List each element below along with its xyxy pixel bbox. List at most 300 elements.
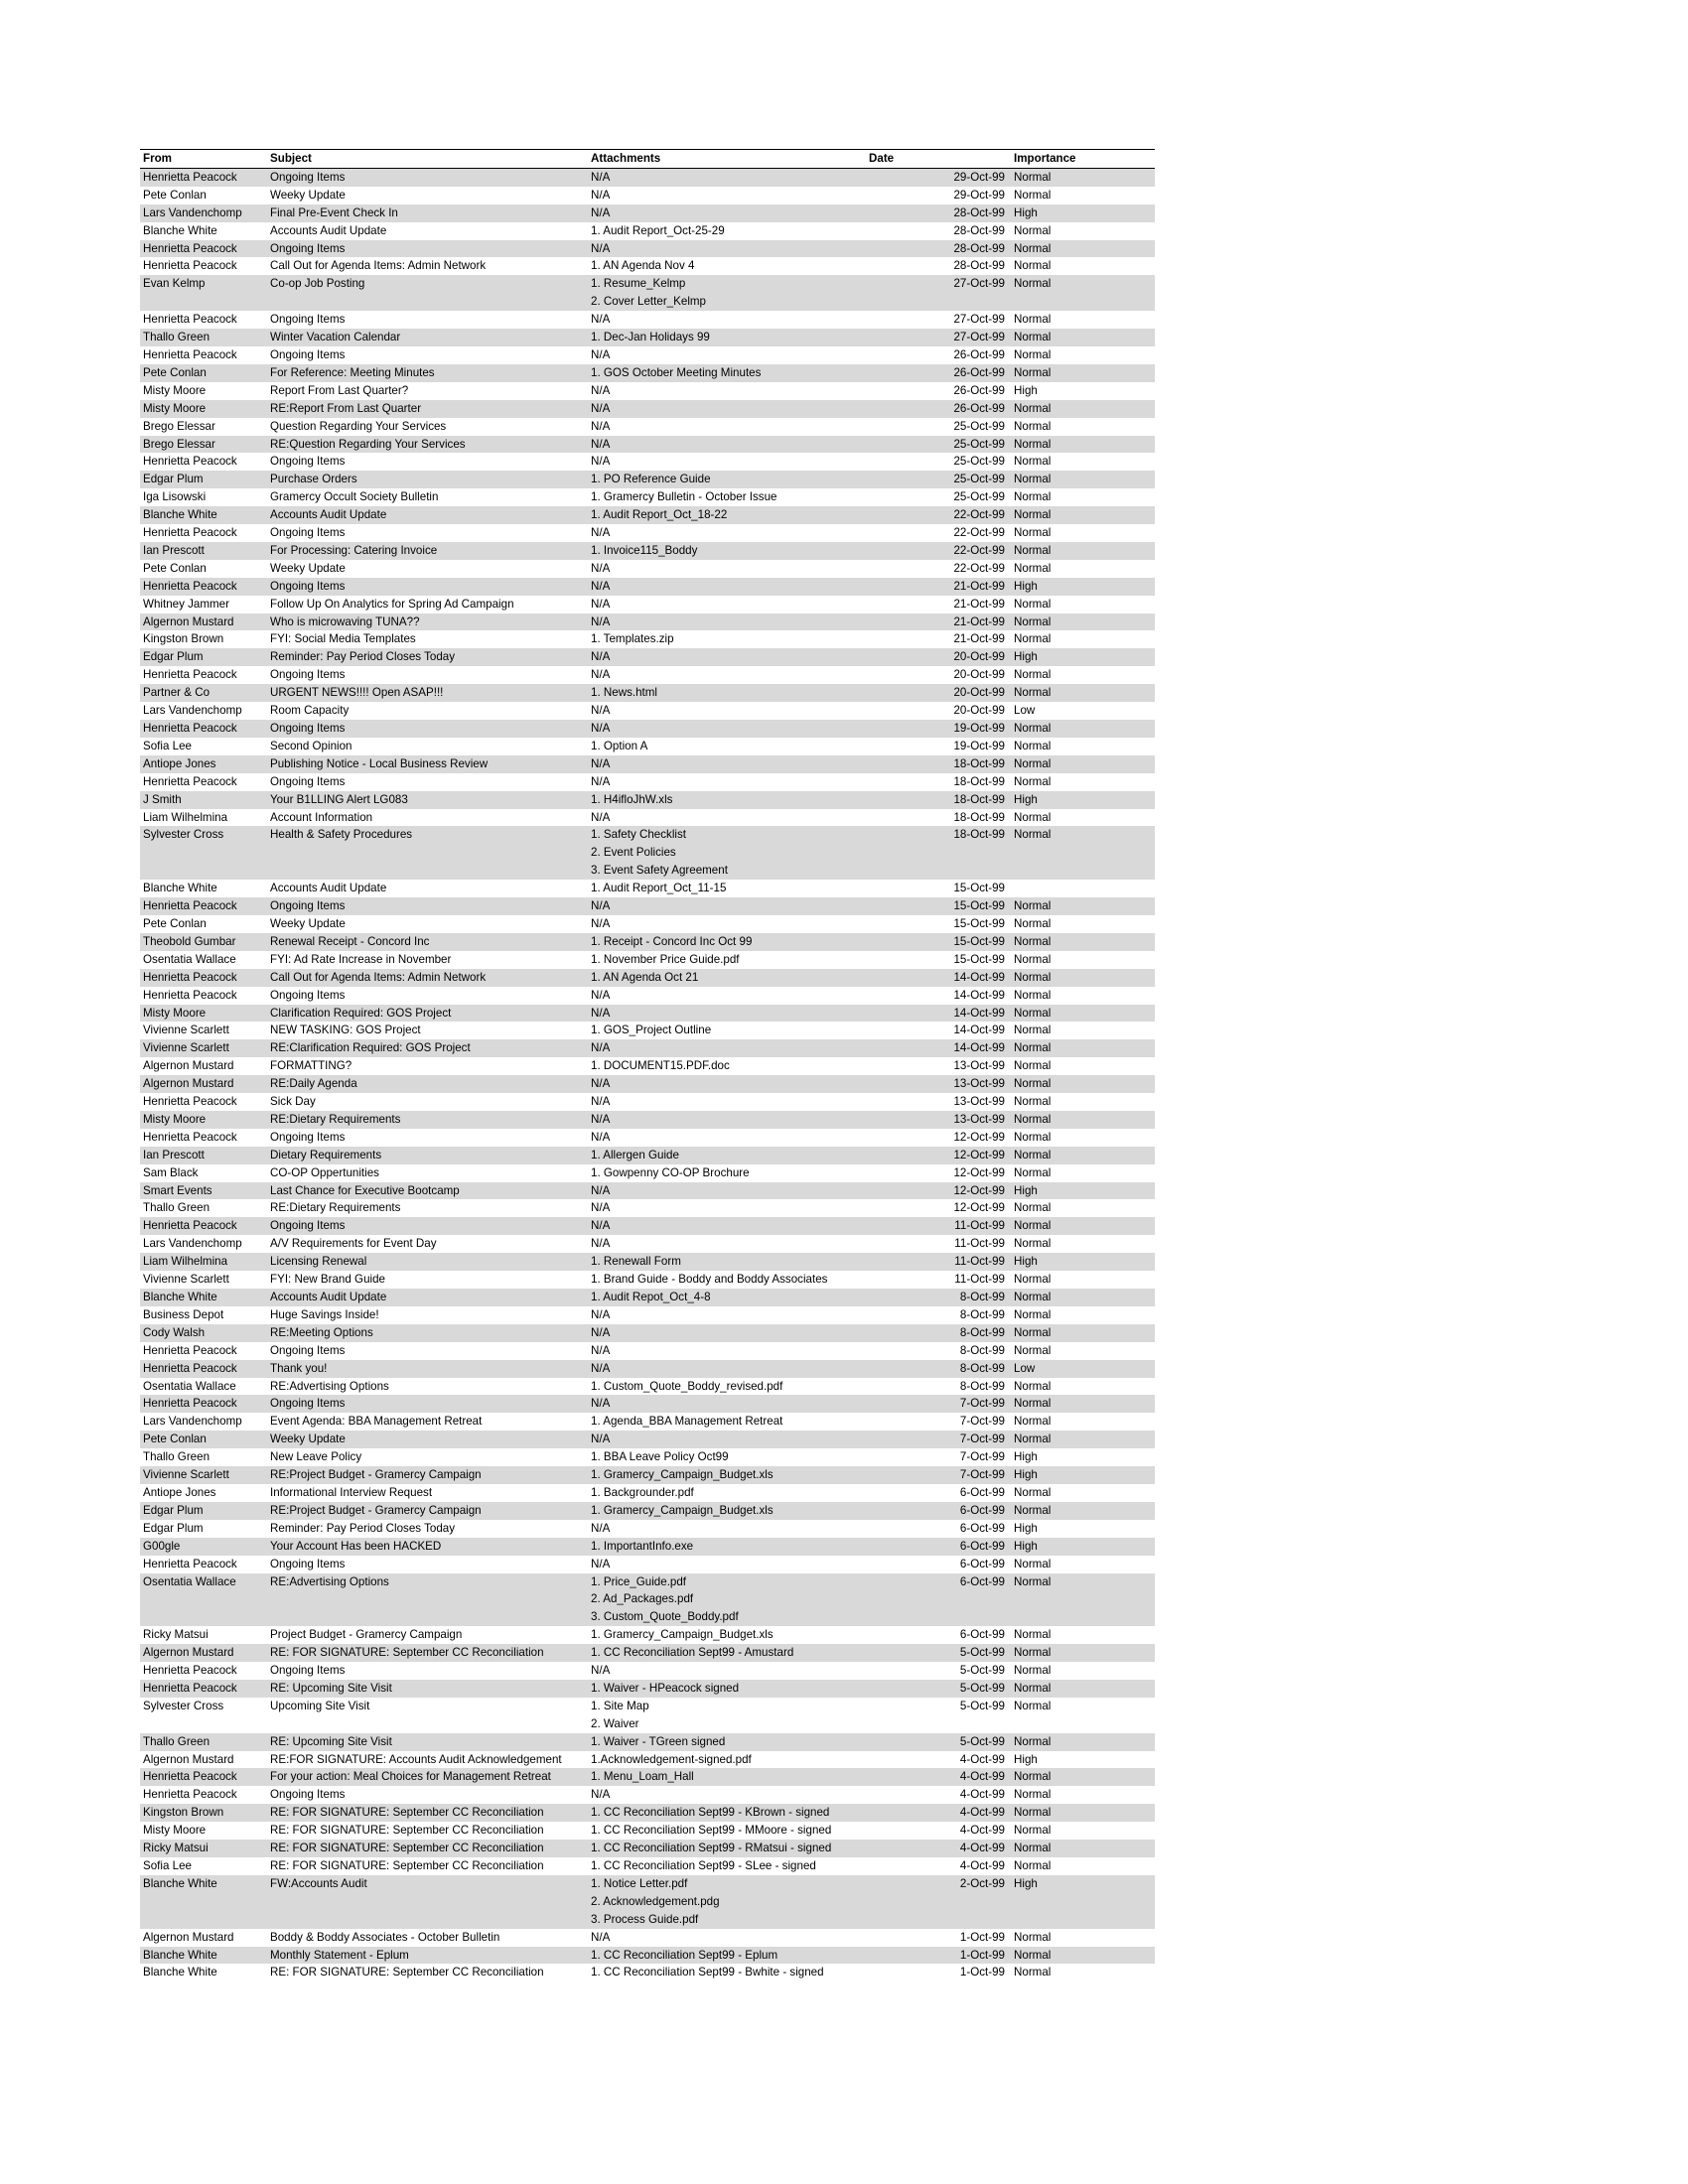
- from-cell: Vivienne Scarlett: [140, 1039, 267, 1057]
- attachment-item: 1. DOCUMENT15.PDF.doc: [591, 1059, 730, 1073]
- subject-cell: FYI: Social Media Templates: [270, 632, 416, 646]
- date-cell: 28-Oct-99: [866, 205, 1011, 222]
- attachment-item: N/A: [591, 526, 611, 540]
- importance-cell: Normal: [1011, 1804, 1155, 1822]
- from-cell: Pete Conlan: [140, 364, 267, 382]
- attachments-cell: [588, 773, 866, 791]
- table-row: [140, 1448, 1155, 1466]
- attachments-cell: [588, 702, 866, 720]
- date-cell: 7-Oct-99: [866, 1466, 1011, 1484]
- subject-cell: Call Out for Agenda Items: Admin Network: [267, 969, 588, 987]
- attachments-cell: [588, 826, 866, 880]
- date-cell: 25-Oct-99: [953, 455, 1005, 469]
- attachment-item: 1. CC Reconciliation Sept99 - Bwhite - signed: [591, 1966, 824, 1979]
- table-row: [140, 418, 1155, 436]
- from-cell: Henrietta Peacock: [140, 1768, 267, 1786]
- from-cell: Algernon Mustard: [143, 1930, 234, 1944]
- attachments-cell: [588, 897, 866, 915]
- attachments-cell: [588, 915, 866, 933]
- subject-cell: Accounts Audit Update: [270, 223, 387, 237]
- attachments-cell: [588, 1573, 866, 1627]
- from-cell: Henrietta Peacock: [140, 1395, 267, 1413]
- importance-cell: High: [1011, 578, 1155, 596]
- attachment-item: N/A: [591, 1219, 611, 1233]
- from-cell: Edgar Plum: [143, 1521, 204, 1535]
- date-cell: 28-Oct-99: [866, 240, 1011, 258]
- date-cell: 11-Oct-99: [866, 1253, 1011, 1271]
- subject-cell: RE: FOR SIGNATURE: September CC Reconciliation: [270, 1824, 544, 1838]
- importance-cell: Normal: [1011, 933, 1155, 951]
- from-cell: Thallo Green: [143, 1450, 211, 1464]
- importance-cell: Normal: [1011, 755, 1155, 773]
- attachment-item: 1. Receipt - Concord Inc Oct 99: [591, 934, 753, 948]
- from-cell: Liam Wilhelmina: [140, 1253, 267, 1271]
- from-cell: Evan Kelmp: [140, 275, 267, 311]
- from-cell: Lars Vandenchomp: [143, 1415, 242, 1429]
- importance-cell: Normal: [1011, 275, 1155, 311]
- attachment-item: 1. GOS_Project Outline: [591, 1024, 712, 1037]
- attachments-cell: [588, 400, 866, 418]
- attachments-cell: [588, 1360, 866, 1378]
- attachments-cell: [588, 240, 866, 258]
- subject-cell: CO-OP Oppertunities: [270, 1165, 379, 1179]
- date-cell: 6-Oct-99: [866, 1502, 1011, 1520]
- date-cell: 11-Oct-99: [954, 1237, 1005, 1251]
- date-cell: 13-Oct-99: [866, 1111, 1011, 1129]
- attachments-cell: [588, 1448, 866, 1466]
- table-row: [140, 1111, 1155, 1129]
- date-cell: 13-Oct-99: [866, 1075, 1011, 1093]
- importance-cell: Normal: [1011, 506, 1155, 524]
- importance-cell: Normal: [1011, 1075, 1155, 1093]
- attachments-cell: [588, 1005, 866, 1023]
- importance-cell: Normal: [1014, 490, 1052, 504]
- date-cell: 11-Oct-99: [866, 1217, 1011, 1235]
- date-cell: 6-Oct-99: [866, 1573, 1011, 1627]
- table-row: [140, 1022, 1155, 1039]
- table-row: [140, 1147, 1155, 1164]
- importance-cell: Normal: [1011, 1431, 1155, 1448]
- subject-cell: Ongoing Items: [267, 1395, 588, 1413]
- attachments-cell: [588, 578, 866, 596]
- attachments-cell: [588, 560, 866, 578]
- importance-cell: High: [1011, 1538, 1155, 1556]
- importance-cell: Normal: [1014, 810, 1052, 824]
- table-row: [140, 1324, 1155, 1342]
- attachments-cell: [588, 1111, 866, 1129]
- table-row: [140, 1698, 1155, 1733]
- date-cell: 12-Oct-99: [953, 1201, 1005, 1215]
- attachment-item: 1. H4ifloJhW.xls: [591, 792, 673, 806]
- from-cell: Henrietta Peacock: [143, 1130, 237, 1144]
- table-row: [140, 1786, 1155, 1804]
- attachments-cell: [588, 1022, 866, 1039]
- attachment-item: 1. CC Reconciliation Sept99 - Eplum: [591, 1948, 778, 1962]
- attachments-cell: [588, 1075, 866, 1093]
- importance-cell: Normal: [1014, 223, 1052, 237]
- importance-cell: Normal: [1011, 364, 1155, 382]
- subject-cell: RE:Dietary Requirements: [267, 1111, 588, 1129]
- table-row: [140, 1840, 1155, 1857]
- attachment-item: 1. CC Reconciliation Sept99 - KBrown - signed: [591, 1806, 830, 1820]
- importance-cell: Normal: [1014, 1095, 1052, 1109]
- subject-cell: RE:Dietary Requirements: [270, 1201, 401, 1215]
- attachments-cell: [588, 738, 866, 755]
- attachment-item: 3. Process Guide.pdf: [591, 1912, 699, 1926]
- from-cell: Cody Walsh: [140, 1324, 267, 1342]
- importance-cell: Normal: [1014, 597, 1052, 611]
- from-cell: Henrietta Peacock: [140, 168, 267, 186]
- importance-cell: Normal: [1014, 739, 1052, 752]
- attachment-item: N/A: [591, 704, 611, 718]
- attachment-item: N/A: [591, 1664, 611, 1678]
- date-cell: 26-Oct-99: [866, 400, 1011, 418]
- attachment-item: N/A: [591, 188, 611, 202]
- attachment-item: N/A: [591, 1095, 611, 1109]
- attachment-item: N/A: [591, 722, 611, 735]
- attachments-cell: [588, 1342, 866, 1360]
- attachment-item: N/A: [591, 1343, 611, 1357]
- table-row: [140, 1271, 1155, 1289]
- attachments-cell: [588, 453, 866, 471]
- from-cell: Ian Prescott: [140, 1147, 267, 1164]
- table-row: [140, 329, 1155, 346]
- importance-cell: Normal: [1014, 988, 1052, 1002]
- attachments-cell: [588, 1520, 866, 1538]
- table-row: [140, 1182, 1155, 1200]
- importance-cell: Normal: [1011, 1147, 1155, 1164]
- date-cell: 5-Oct-99: [866, 1680, 1011, 1698]
- table-row: [140, 915, 1155, 933]
- attachments-cell: [588, 1947, 866, 1965]
- date-cell: 1-Oct-99: [866, 1947, 1011, 1965]
- from-cell: Pete Conlan: [140, 1431, 267, 1448]
- date-cell: 8-Oct-99: [959, 1343, 1005, 1357]
- from-cell: Thallo Green: [140, 329, 267, 346]
- date-cell: 15-Oct-99: [953, 916, 1005, 930]
- from-cell: Henrietta Peacock: [143, 526, 237, 540]
- header-importance: Importance: [1011, 150, 1155, 169]
- date-cell: 4-Oct-99: [866, 1840, 1011, 1857]
- from-cell: Osentatia Wallace: [140, 1573, 267, 1627]
- date-cell: 29-Oct-99: [953, 188, 1005, 202]
- attachment-item: 1. Waiver - HPeacock signed: [591, 1681, 740, 1695]
- attachment-item: 3. Custom_Quote_Boddy.pdf: [591, 1610, 739, 1624]
- attachments-cell: [588, 1929, 866, 1947]
- date-cell: 19-Oct-99: [953, 739, 1005, 752]
- from-cell: Osentatia Wallace: [143, 1379, 236, 1393]
- attachment-item: N/A: [591, 1130, 611, 1144]
- from-cell: Sofia Lee: [143, 1859, 192, 1872]
- attachment-item: N/A: [591, 1521, 611, 1535]
- attachment-item: 1. CC Reconciliation Sept99 - Amustard: [591, 1646, 794, 1660]
- importance-cell: Normal: [1011, 400, 1155, 418]
- subject-cell: Co-op Job Posting: [267, 275, 588, 311]
- from-cell: Misty Moore: [143, 1824, 207, 1838]
- importance-cell: High: [1011, 205, 1155, 222]
- from-cell: J Smith: [140, 791, 267, 809]
- table-row: [140, 987, 1155, 1005]
- date-cell: 13-Oct-99: [953, 1059, 1005, 1073]
- table-row: [140, 1502, 1155, 1520]
- subject-cell: RE:Question Regarding Your Services: [267, 436, 588, 454]
- importance-cell: Normal: [1014, 1628, 1052, 1642]
- subject-cell: Ongoing Items: [267, 168, 588, 186]
- table-row: [140, 1947, 1155, 1965]
- date-cell: 6-Oct-99: [959, 1557, 1005, 1570]
- importance-cell: Normal: [1014, 1966, 1052, 1979]
- from-cell: Misty Moore: [140, 1005, 267, 1023]
- attachment-item: 2. Waiver: [591, 1716, 639, 1730]
- table-row: [140, 738, 1155, 755]
- date-cell: 6-Oct-99: [959, 1521, 1005, 1535]
- attachments-cell: [588, 1502, 866, 1520]
- attachment-item: 1. Custom_Quote_Boddy_revised.pdf: [591, 1379, 783, 1393]
- importance-cell: Normal: [1011, 1733, 1155, 1751]
- subject-cell: RE:Report From Last Quarter: [267, 400, 588, 418]
- importance-cell: Normal: [1011, 1005, 1155, 1023]
- importance-cell: Normal: [1014, 419, 1052, 433]
- attachments-cell: [588, 666, 866, 684]
- importance-cell: Normal: [1011, 969, 1155, 987]
- attachment-item: 1. Gramercy_Campaign_Budget.xls: [591, 1503, 774, 1517]
- importance-cell: Normal: [1011, 826, 1155, 880]
- subject-cell: Ongoing Items: [267, 897, 588, 915]
- attachment-item: 1. November Price Guide.pdf: [591, 952, 740, 966]
- from-cell: Henrietta Peacock: [140, 897, 267, 915]
- header-date: Date: [866, 150, 1011, 169]
- importance-cell: Normal: [1014, 1415, 1052, 1429]
- importance-cell: Normal: [1014, 1343, 1052, 1357]
- date-cell: 7-Oct-99: [866, 1395, 1011, 1413]
- attachments-cell: [588, 1235, 866, 1253]
- table-row: [140, 1857, 1155, 1875]
- date-cell: 6-Oct-99: [959, 1628, 1005, 1642]
- attachment-item: N/A: [591, 1183, 611, 1197]
- from-cell: Smart Events: [140, 1182, 267, 1200]
- attachment-item: N/A: [591, 1307, 611, 1321]
- attachment-item: N/A: [591, 241, 611, 255]
- attachment-item: 1. Dec-Jan Holidays 99: [591, 331, 710, 344]
- importance-cell: High: [1011, 648, 1155, 666]
- attachments-cell: [588, 1786, 866, 1804]
- from-cell: Lars Vandenchomp: [143, 704, 242, 718]
- date-cell: 25-Oct-99: [866, 436, 1011, 454]
- date-cell: 7-Oct-99: [959, 1450, 1005, 1464]
- table-row: [140, 453, 1155, 471]
- attachment-item: 2. Cover Letter_Kelmp: [591, 295, 706, 309]
- attachment-item: 1. Audit Report_Oct-25-29: [591, 223, 725, 237]
- subject-cell: RE: Upcoming Site Visit: [267, 1733, 588, 1751]
- attachment-item: N/A: [591, 1325, 611, 1339]
- importance-cell: Normal: [1011, 1039, 1155, 1057]
- subject-cell: Gramercy Occult Society Bulletin: [270, 490, 439, 504]
- subject-cell: Account Information: [270, 810, 373, 824]
- table-row: [140, 524, 1155, 542]
- from-cell: Henrietta Peacock: [143, 259, 237, 273]
- table-row: [140, 1466, 1155, 1484]
- attachments-cell: [588, 1804, 866, 1822]
- from-cell: Pete Conlan: [143, 561, 207, 575]
- importance-cell: Normal: [1011, 1573, 1155, 1627]
- attachment-item: N/A: [591, 383, 611, 397]
- date-cell: 22-Oct-99: [866, 506, 1011, 524]
- attachment-item: 1. News.html: [591, 686, 658, 700]
- date-cell: 4-Oct-99: [959, 1788, 1005, 1802]
- attachment-item: N/A: [591, 579, 611, 593]
- table-row: [140, 1626, 1155, 1644]
- date-cell: 5-Oct-99: [866, 1733, 1011, 1751]
- table-row: [140, 257, 1155, 275]
- attachments-cell: [588, 364, 866, 382]
- attachment-item: 1. Resume_Kelmp: [591, 277, 686, 291]
- attachments-cell: [588, 1093, 866, 1111]
- attachment-item: 1. Templates.zip: [591, 632, 674, 646]
- importance-cell: Normal: [1014, 916, 1052, 930]
- date-cell: 28-Oct-99: [953, 259, 1005, 273]
- date-cell: 27-Oct-99: [953, 313, 1005, 327]
- date-cell: 20-Oct-99: [866, 648, 1011, 666]
- attachment-item: 1. Allergen Guide: [591, 1148, 679, 1161]
- from-cell: Antiope Jones: [143, 1485, 216, 1499]
- attachment-item: 1. ImportantInfo.exe: [591, 1539, 694, 1553]
- importance-cell: Normal: [1014, 259, 1052, 273]
- attachment-item: N/A: [591, 170, 611, 184]
- attachments-cell: [588, 596, 866, 614]
- table-row: [140, 168, 1155, 186]
- importance-cell: [1011, 880, 1155, 897]
- subject-cell: FW:Accounts Audit: [267, 1875, 588, 1929]
- subject-cell: Follow Up On Analytics for Spring Ad Campaign: [270, 597, 514, 611]
- table-row: [140, 436, 1155, 454]
- attachments-cell: [588, 187, 866, 205]
- table-row: [140, 1431, 1155, 1448]
- subject-cell: Your B1LLING Alert LG083: [267, 791, 588, 809]
- subject-cell: Ongoing Items: [270, 1557, 346, 1570]
- attachment-item: 1. Gramercy_Campaign_Budget.xls: [591, 1468, 774, 1482]
- date-cell: 4-Oct-99: [866, 1768, 1011, 1786]
- table-row: [140, 560, 1155, 578]
- attachments-cell: [588, 1395, 866, 1413]
- attachments-cell: [588, 436, 866, 454]
- table-row: [140, 755, 1155, 773]
- date-cell: 27-Oct-99: [866, 275, 1011, 311]
- attachment-item: 1. Backgrounder.pdf: [591, 1485, 694, 1499]
- from-cell: Sylvester Cross: [143, 1699, 224, 1712]
- attachments-cell: [588, 1199, 866, 1217]
- from-cell: Algernon Mustard: [140, 1075, 267, 1093]
- subject-cell: Who is microwaving TUNA??: [267, 614, 588, 631]
- importance-cell: Normal: [1014, 1307, 1052, 1321]
- attachments-cell: [588, 418, 866, 436]
- importance-cell: Normal: [1014, 347, 1052, 361]
- date-cell: 18-Oct-99: [953, 774, 1005, 788]
- from-cell: Lars Vandenchomp: [140, 205, 267, 222]
- subject-cell: Informational Interview Request: [270, 1485, 433, 1499]
- table-row: [140, 951, 1155, 969]
- attachment-item: N/A: [591, 1041, 611, 1055]
- importance-cell: Normal: [1014, 455, 1052, 469]
- attachments-cell: [588, 346, 866, 364]
- from-cell: Vivienne Scarlett: [143, 1273, 229, 1287]
- from-cell: Henrietta Peacock: [140, 1360, 267, 1378]
- date-cell: 6-Oct-99: [959, 1485, 1005, 1499]
- date-cell: 20-Oct-99: [953, 668, 1005, 682]
- attachments-cell: [588, 720, 866, 738]
- from-cell: Henrietta Peacock: [143, 455, 237, 469]
- attachment-item: N/A: [591, 1557, 611, 1570]
- date-cell: 26-Oct-99: [953, 383, 1005, 397]
- attachments-cell: [588, 488, 866, 506]
- table-row: [140, 630, 1155, 648]
- importance-cell: Normal: [1014, 1165, 1052, 1179]
- from-cell: Brego Elessar: [143, 419, 215, 433]
- attachment-item: 1. Price_Guide.pdf: [591, 1574, 687, 1588]
- importance-cell: Normal: [1011, 1217, 1155, 1235]
- subject-cell: Ongoing Items: [267, 720, 588, 738]
- subject-cell: Final Pre-Event Check In: [267, 205, 588, 222]
- from-cell: Lars Vandenchomp: [143, 1237, 242, 1251]
- from-cell: Ricky Matsui: [140, 1840, 267, 1857]
- importance-cell: Normal: [1014, 1024, 1052, 1037]
- from-cell: Edgar Plum: [140, 648, 267, 666]
- attachments-cell: [588, 1626, 866, 1644]
- importance-cell: Normal: [1011, 614, 1155, 631]
- attachment-item: N/A: [591, 561, 611, 575]
- header-attachments: Attachments: [588, 150, 866, 169]
- table-row: [140, 1413, 1155, 1431]
- attachments-cell: [588, 471, 866, 488]
- from-cell: Edgar Plum: [140, 1502, 267, 1520]
- from-cell: Henrietta Peacock: [143, 1788, 237, 1802]
- from-cell: Algernon Mustard: [143, 1059, 234, 1073]
- date-cell: 18-Oct-99: [866, 826, 1011, 880]
- table-row: [140, 1199, 1155, 1217]
- attachment-item: 1. CC Reconciliation Sept99 - MMoore - signed: [591, 1824, 832, 1838]
- attachment-item: 1.Acknowledgement-signed.pdf: [591, 1752, 752, 1766]
- table-row: [140, 1253, 1155, 1271]
- attachments-cell: [588, 987, 866, 1005]
- date-cell: 28-Oct-99: [953, 223, 1005, 237]
- importance-cell: Normal: [1014, 1557, 1052, 1570]
- attachments-cell: [588, 1840, 866, 1857]
- from-cell: Henrietta Peacock: [143, 1095, 237, 1109]
- subject-cell: RE: FOR SIGNATURE: September CC Reconciliation: [267, 1840, 588, 1857]
- date-cell: 14-Oct-99: [866, 1039, 1011, 1057]
- attachment-item: 1. Gowpenny CO-OP Brochure: [591, 1165, 750, 1179]
- from-cell: Partner & Co: [140, 684, 267, 702]
- date-cell: 7-Oct-99: [959, 1415, 1005, 1429]
- attachment-item: 2. Acknowledgement.pdg: [591, 1894, 720, 1908]
- attachments-cell: [588, 1822, 866, 1840]
- from-cell: Henrietta Peacock: [140, 969, 267, 987]
- importance-cell: Normal: [1011, 1947, 1155, 1965]
- importance-cell: Normal: [1011, 168, 1155, 186]
- importance-cell: Normal: [1014, 188, 1052, 202]
- table-row: [140, 311, 1155, 329]
- table-row: [140, 809, 1155, 827]
- table-row: [140, 1768, 1155, 1786]
- table-row: [140, 773, 1155, 791]
- subject-cell: Ongoing Items: [270, 1130, 346, 1144]
- attachment-item: 3. Event Safety Agreement: [591, 864, 728, 878]
- from-cell: Algernon Mustard: [140, 1644, 267, 1662]
- table-row: [140, 1733, 1155, 1751]
- from-cell: Henrietta Peacock: [143, 1557, 237, 1570]
- importance-cell: Normal: [1014, 774, 1052, 788]
- attachment-item: N/A: [591, 1361, 611, 1375]
- date-cell: 14-Oct-99: [953, 988, 1005, 1002]
